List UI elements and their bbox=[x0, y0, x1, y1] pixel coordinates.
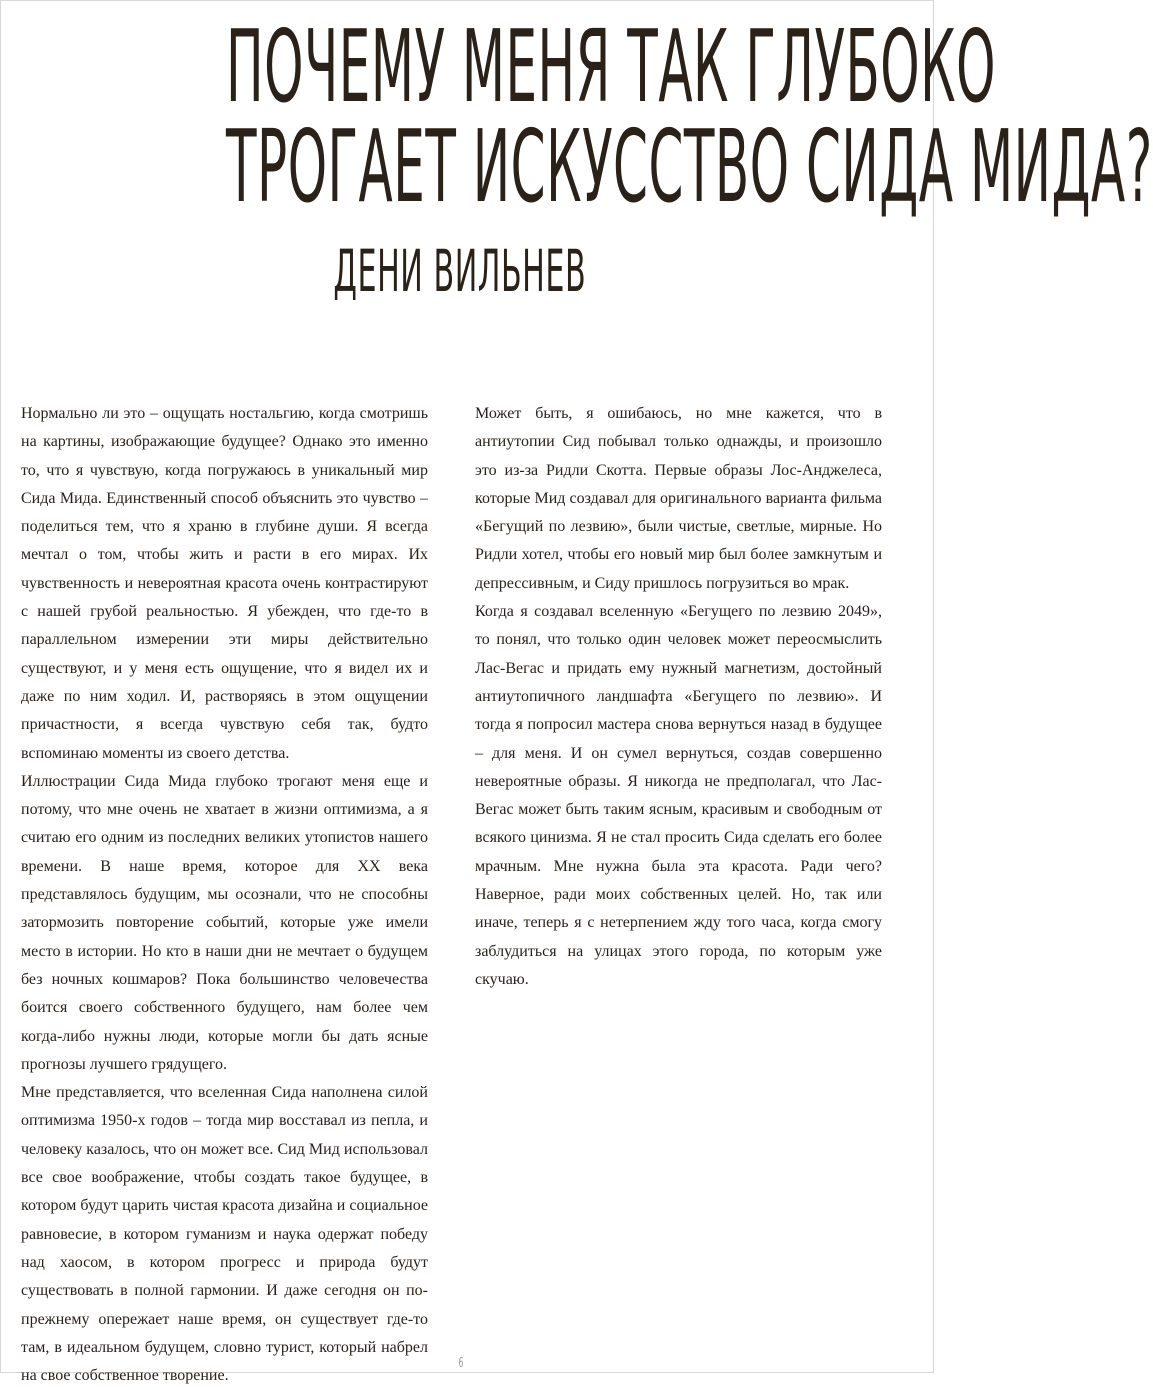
page-number: 6 bbox=[458, 1356, 464, 1371]
paragraph-2: Иллюстрации Сида Мида глубоко трогают меня еще и потому, что мне очень не хватает в жизни оптимизма, а я считаю его одним из последних великих утопистов нашего времени. В наше время, которое для XX века представлялось будущим, мы осознали, что не способны затормозить повторение событий, которые уже имели место в истории. Но кто в наши дни не мечтает о будущем без ночных кошмаров? Пока большинство человечества боится своего собственного будущего, нам более чем когда-либо нужны люди, которые могли бы дать ясные прогнозы лучшего грядущего. bbox=[21, 772, 428, 1073]
paragraph-1: Нормально ли это – ощущать ностальгию, когда смотришь на картины, изображающие будущее? Однако это именно то, что я чувствую, когда погружаюсь в уникальный мир Сида Мида. Единственный способ объяснить это чувство – поделиться тем, что я храню в глубине души. Я всегда мечтал о том, чтобы жить и расти в его мирах. Их чувственность и невероятная красота очень контрастируют с нашей грубой реальностью. Я убежден, что где-то в параллельном измерении эти миры действительно существуют, и у меня есть ощущение, что я видел их и даже по ним ходил. И, растворяясь в этом ощущении причастности, я всегда чувствую себя так, будто вспоминаю моменты из своего детства. bbox=[21, 405, 428, 762]
paragraph-4: Может быть, я ошибаюсь, но мне кажется, что в антиутопии Сид побывал только однажды, и произошло это из-за Ридли Скотта. Первые образы Лос-Анджелеса, которые Мид создавал для оригинального варианта фильма «Бегущий по лезвию», были чистые, светлые, мирные. Но Ридли хотел, чтобы его новый мир был более замкнутым и депрессивным, и Сиду пришлось погрузиться во мрак. bbox=[475, 405, 882, 592]
article-title-line-2: ТРОГАЕТ ИСКУССТВО СИДА МИДА? bbox=[226, 108, 1153, 225]
article-title-line-1: ПОЧЕМУ МЕНЯ ТАК ГЛУБОКО bbox=[226, 8, 996, 125]
text-column-left bbox=[21, 400, 428, 1390]
text-column-right bbox=[475, 400, 882, 994]
article-author: ДЕНИ ВИЛЬНЕВ bbox=[333, 237, 587, 305]
paragraph-3: Мне представляется, что вселенная Сида наполнена силой оптимизма 1950-х годов – тогда мир восставал из пепла, и человеку казалось, что он может все. Сид Мид использовал все свое воображение, чтобы создать такое будущее, в котором будут царить чистая красота дизайна и социальное равновесие, в котором гуманизм и наука одержат победу над хаосом, в котором прогресс и природа будут существовать в полной гармонии. И даже сегодня он по-прежнему опережает наше время, он существует где-то там, в идеальном будущем, словно турист, который набрел на свое собственное творение. bbox=[21, 1084, 428, 1385]
paragraph-5: Когда я создавал вселенную «Бегущего по лезвию 2049», то понял, что только один человек может переосмыслить Лас-Вегас и придать ему нужный магнетизм, достойный антиутопичного ландшафта «Бегущего по лезвию». И тогда я попросил мастера снова вернуться назад в будущее – для меня. И он сумел вернуться, создав совершенно невероятные образы. Я никогда не предполагал, что Лас-Вегас может быть таким ясным, красивым и свободным от всякого цинизма. Я не стал просить Сида сделать его более мрачным. Мне нужна была эта красота. Ради чего? Наверное, ради моих собственных целей. Но, так или иначе, теперь я с нетерпением жду того часа, когда смогу заблудиться на улицах этого города, по которым уже скучаю. bbox=[475, 603, 882, 988]
